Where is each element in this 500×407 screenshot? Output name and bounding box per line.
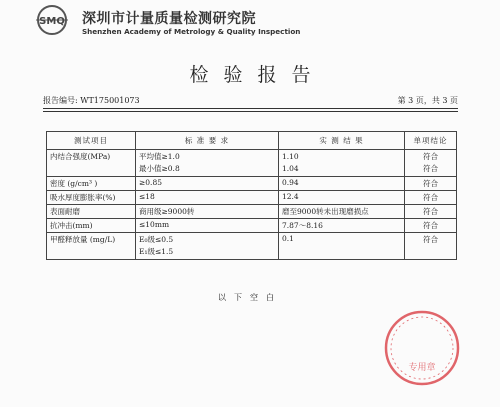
result-value: 1.04: [282, 164, 299, 173]
institute-logo: [33, 5, 71, 35]
standard-value: 商用级≥9000转: [136, 205, 279, 219]
standard-value: E₀级≤0.5: [139, 235, 174, 244]
table-header-row: [47, 132, 457, 150]
conclusion-value: 符合: [405, 205, 457, 219]
result-value: 0.94: [279, 177, 405, 191]
header-conclusion: 单项结论: [405, 132, 457, 150]
test-item: 表面耐磨: [47, 205, 136, 219]
table-row: [47, 177, 457, 191]
header-result: 实 测 结 果: [279, 132, 405, 150]
logo-text: SMQ: [39, 16, 65, 27]
header-test-item: 测试项目: [47, 132, 136, 150]
document-title: 检验报告: [189, 64, 326, 86]
conclusion-value: 符合: [423, 164, 438, 173]
conclusion-value: 符合: [405, 177, 457, 191]
institute-name-en: Shenzhen Academy of Metrology & Quality Inspection: [82, 27, 301, 36]
table-row: [47, 219, 457, 233]
result-cell: [279, 150, 405, 177]
standard-cell: [136, 233, 279, 260]
table-row: [47, 150, 457, 177]
stamp-label: 专用章: [408, 363, 436, 373]
test-item: 密度 (g/cm³ ): [47, 177, 136, 191]
result-value: 1.10: [282, 152, 299, 161]
result-value: 12.4: [279, 191, 405, 205]
standard-value: 最小值≥0.8: [139, 164, 180, 173]
result-value: 磨至9000转未出现磨损点: [279, 205, 405, 219]
header-standard: 标 准 要 求: [136, 132, 279, 150]
standard-value: E₁级≤1.5: [139, 247, 174, 256]
report-header: [0, 0, 500, 38]
page-info: 第 3 页，共 3 页: [397, 96, 458, 105]
standard-cell: [136, 150, 279, 177]
conclusion-value: 符合: [405, 219, 457, 233]
institute-name-cn: 深圳市计量质量检测研究院: [82, 11, 256, 27]
test-item: 吸水厚度膨胀率(%): [47, 191, 136, 205]
standard-value: ≤18: [136, 191, 279, 205]
official-seal-stamp: [382, 308, 462, 388]
conclusion-cell: [405, 150, 457, 177]
standard-value: ≥0.85: [136, 177, 279, 191]
conclusion-value: 符合: [405, 233, 457, 260]
conclusion-value: 符合: [423, 152, 438, 161]
divider-line: [43, 108, 458, 109]
table-row: [47, 233, 457, 260]
blank-below-note: 以下空白: [218, 293, 282, 302]
report-number: 报告编号: WT175001073: [43, 96, 140, 105]
result-value: 0.1: [279, 233, 405, 260]
test-item: 抗冲击(mm): [47, 219, 136, 233]
table-row: [47, 205, 457, 219]
test-results-table: [46, 131, 457, 260]
standard-value: 平均值≥1.0: [139, 152, 180, 161]
divider-line: [43, 111, 458, 112]
test-item: 甲醛释放量 (mg/L): [47, 233, 136, 260]
test-item: 内结合强度(MPa): [47, 150, 136, 177]
result-value: 7.87～8.16: [279, 219, 405, 233]
conclusion-value: 符合: [405, 191, 457, 205]
table-row: [47, 191, 457, 205]
standard-value: ≤10mm: [136, 219, 279, 233]
